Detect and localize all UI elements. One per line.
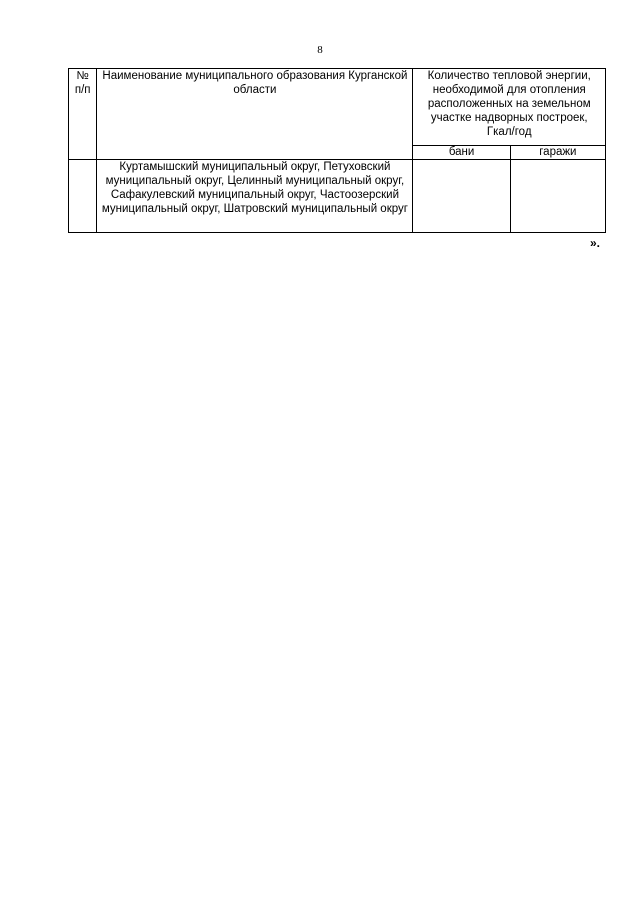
row-baths	[413, 160, 510, 233]
row-garages	[510, 160, 605, 233]
header-num: № п/п	[69, 69, 97, 160]
header-baths: бани	[413, 146, 510, 160]
table-row	[69, 160, 606, 233]
heat-energy-table	[68, 68, 606, 233]
header-garages: гаражи	[510, 146, 605, 160]
header-quantity: Количество тепловой энергии, необходимой для отопления расположенных на земельном участке надворных построек, Гкал/год	[413, 69, 606, 146]
row-num	[69, 160, 97, 233]
row-name: Куртамышский муниципальный округ, Петуховский муниципальный округ, Целинный муниципальный округ, Сафакулевский муниципальный округ, Частоозерский муниципальный округ, Шатровский муниципальный округ	[97, 160, 413, 233]
header-name: Наименование муниципального образования Курганской области	[97, 69, 413, 160]
page-number: 8	[317, 44, 323, 56]
table-header-row	[69, 69, 606, 146]
closing-quote-mark: ».	[590, 236, 601, 250]
